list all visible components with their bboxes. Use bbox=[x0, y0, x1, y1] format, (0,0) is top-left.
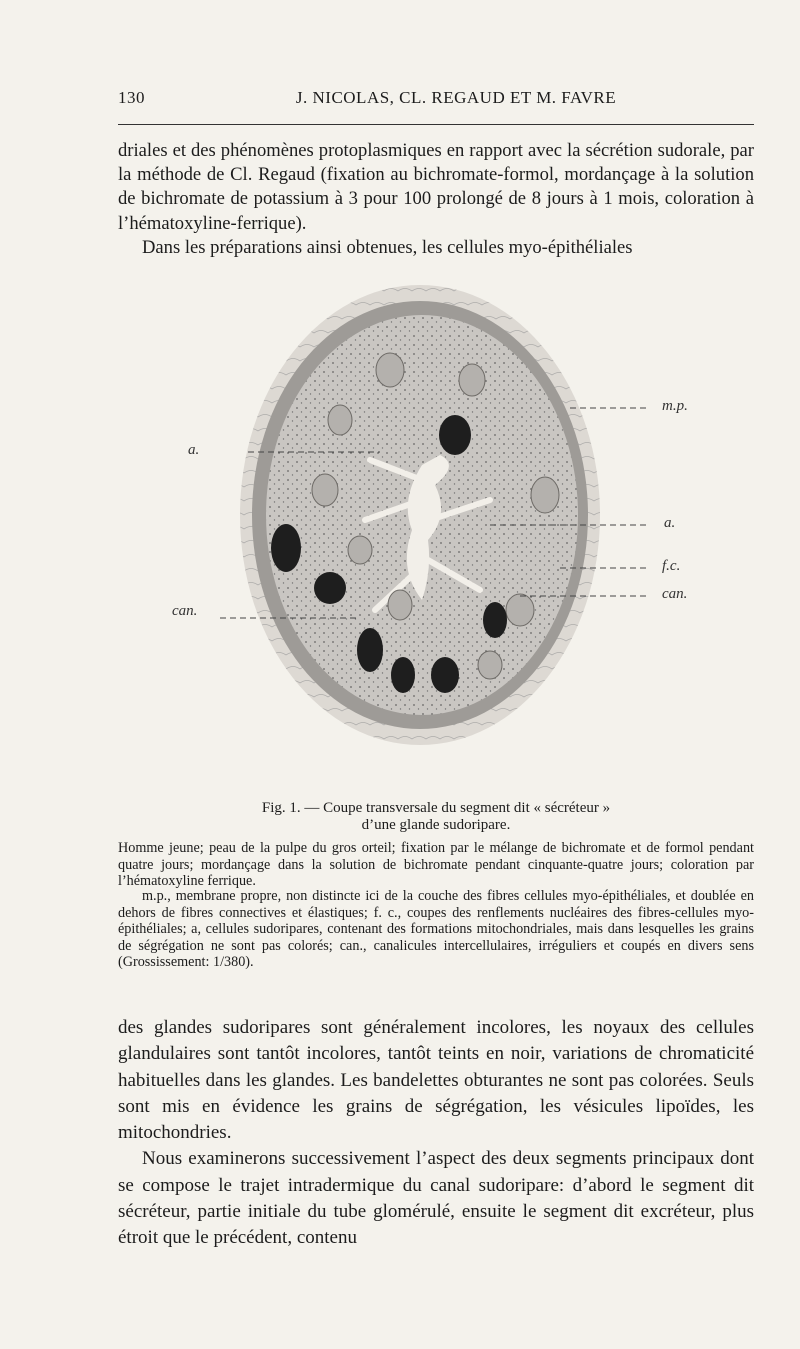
body-paragraph-2: Nous examinerons successivement l’aspect des deux segments principaux dont se compose le trajet intradermique du canal sudoripare: d’abord le segment dit sécréteur, partie initiale du tube glomérulé, ensuite le segment dit excréteur, plus étroit que le précédent, contenu bbox=[118, 1148, 754, 1249]
intro-paragraph-2: Dans les préparations ainsi obtenues, les cellules myo-épithéliales bbox=[142, 236, 633, 258]
running-header bbox=[118, 88, 754, 118]
figure-legend-key: m.p., membrane propre, non distincte ici de la couche des fibres cellules myo-épithéliales, et doublée en dehors de fibres connectives et élastiques; f. c., coupes des renflements nucléaires des fibres-cellules myo-épithéliales; a, cellules sudoripares, contenant des formations mitochondriales, mais dans lesquelles les grains de ségrégation ne sont pas colorés; can., canalicules intercellulaires, irréguliers et coupés en divers sens (Grossissement: 1/380). bbox=[118, 888, 754, 971]
page-number: 130 bbox=[118, 88, 145, 107]
label-mp-right: m.p. bbox=[662, 398, 688, 414]
label-can-right: can. bbox=[662, 586, 688, 602]
figure-legend-preparation: Homme jeune; peau de la pulpe du gros orteil; fixation par le mélange de bichromate et de formol pendant quatre jours; mordançage dans la solution de bichromate pendant cinquante-quatre jours; coloration par l’hématoxyline ferrique. bbox=[118, 840, 754, 890]
intro-text bbox=[118, 139, 754, 260]
label-a-right: a. bbox=[664, 515, 676, 531]
label-a-left: a. bbox=[188, 442, 200, 458]
header-rule bbox=[118, 124, 754, 125]
gland-cross-section-drawing bbox=[160, 270, 720, 780]
intro-paragraph-1: driales et des phénomènes protoplasmiques en rapport avec la sécrétion sudorale, par la méthode de Cl. Regaud (fixation au bichromate-formol, mordançage à la solution de bichromate de potassium à 3 pour 100 prolongé de 8 jours à 1 mois, coloration à l’hématoxyline-ferrique). bbox=[118, 140, 754, 234]
caption-line-1: Fig. 1. — Coupe transversale du segment dit « sécréteur » bbox=[261, 800, 611, 816]
figure-caption bbox=[118, 800, 754, 834]
label-can-left: can. bbox=[172, 603, 198, 619]
body-paragraph-1: des glandes sudoripares sont généralement incolores, les noyaux des cellules glandulaires sont tantôt incolores, tantôt teints en noir, variations de chromaticité habituelles dans les glandes. Les bandelettes obturantes ne sont pas colorées. Seuls sont mis en évidence les grains de ségrégation, les vésicules lipoïdes, les mitochondries. bbox=[118, 1017, 754, 1144]
running-title: J. NICOLAS, CL. REGAUD ET M. FAVRE bbox=[295, 88, 617, 107]
label-fc-right: f.c. bbox=[662, 558, 681, 574]
figure-1-illustration bbox=[160, 270, 720, 780]
caption-line-2: d’une glande sudoripare. bbox=[361, 817, 511, 833]
body-text bbox=[118, 1015, 754, 1252]
